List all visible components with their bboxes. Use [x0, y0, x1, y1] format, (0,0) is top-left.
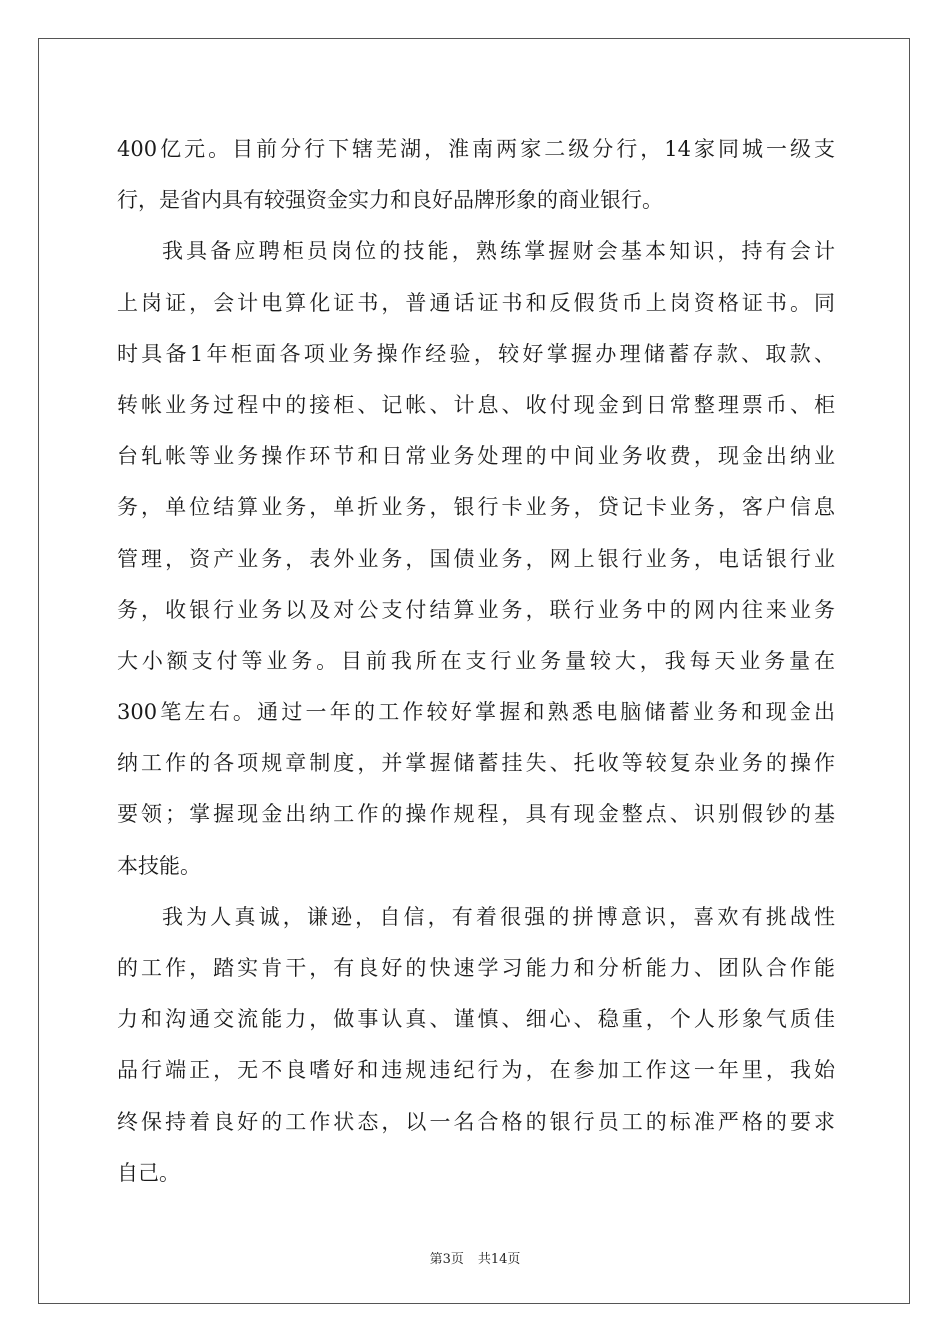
- text-line: 纳工作的各项规章制度，并掌握储蓄挂失、托收等较复杂业务的操作: [117, 751, 835, 776]
- text-line: 务，单位结算业务，单折业务，银行卡业务，贷记卡业务，客户信息: [117, 495, 835, 520]
- text-line: 我为人真诚，谦逊，自信，有着很强的拼博意识，喜欢有挑战性: [162, 904, 835, 929]
- text-line: 要领；掌握现金出纳工作的操作规程，具有现金整点、识别假钞的基: [117, 802, 835, 827]
- page-total: 共14页: [477, 1252, 521, 1267]
- text-line: 大小额支付等业务。目前我所在支行业务量较大，我每天业务量在: [117, 648, 835, 673]
- text-line: 终保持着良好的工作状态，以一名合格的银行员工的标准严格的要求: [117, 1109, 835, 1134]
- text-line: 转帐业务过程中的接柜、记帐、计息、收付现金到日常整理票币、柜: [117, 392, 835, 417]
- text-line: 务，收银行业务以及对公支付结算业务，联行业务中的网内往来业务: [117, 597, 835, 622]
- text-line: 行，是省内具有较强资金实力和良好品牌形象的商业银行。: [117, 188, 663, 213]
- document-body: [117, 124, 835, 1199]
- text-line: 品行端正，无不良嗜好和违规违纪行为，在参加工作这一年里，我始: [117, 1058, 835, 1083]
- text-line: 时具备1年柜面各项业务操作经验，较好掌握办理储蓄存款、取款、: [117, 341, 835, 366]
- text-line: 自己。: [117, 1160, 180, 1185]
- text-line: 的工作，踏实肯干，有良好的快速学习能力和分析能力、团队合作能: [117, 956, 835, 980]
- page-footer: [0, 1248, 950, 1267]
- text-line: 300笔左右。通过一年的工作较好掌握和熟悉电脑储蓄业务和现金出: [117, 700, 835, 725]
- text-line: 400亿元。目前分行下辖芜湖，淮南两家二级分行，14家同城一级支: [117, 137, 835, 161]
- text-line: 我具备应聘柜员岗位的技能，熟练掌握财会基本知识，持有会计: [162, 239, 835, 264]
- text-line: 本技能。: [117, 853, 201, 878]
- text-line: 上岗证，会计电算化证书，普通话证书和反假货币上岗资格证书。同: [117, 290, 835, 315]
- text-line: 力和沟通交流能力，做事认真、谨慎、细心、稳重，个人形象气质佳: [117, 1007, 835, 1032]
- text-line: 台轧帐等业务操作环节和日常业务处理的中间业务收费，现金出纳业: [117, 444, 835, 469]
- text-line: 管理，资产业务，表外业务，国债业务，网上银行业务，电话银行业: [117, 546, 835, 571]
- page-number: 第3页: [429, 1252, 464, 1267]
